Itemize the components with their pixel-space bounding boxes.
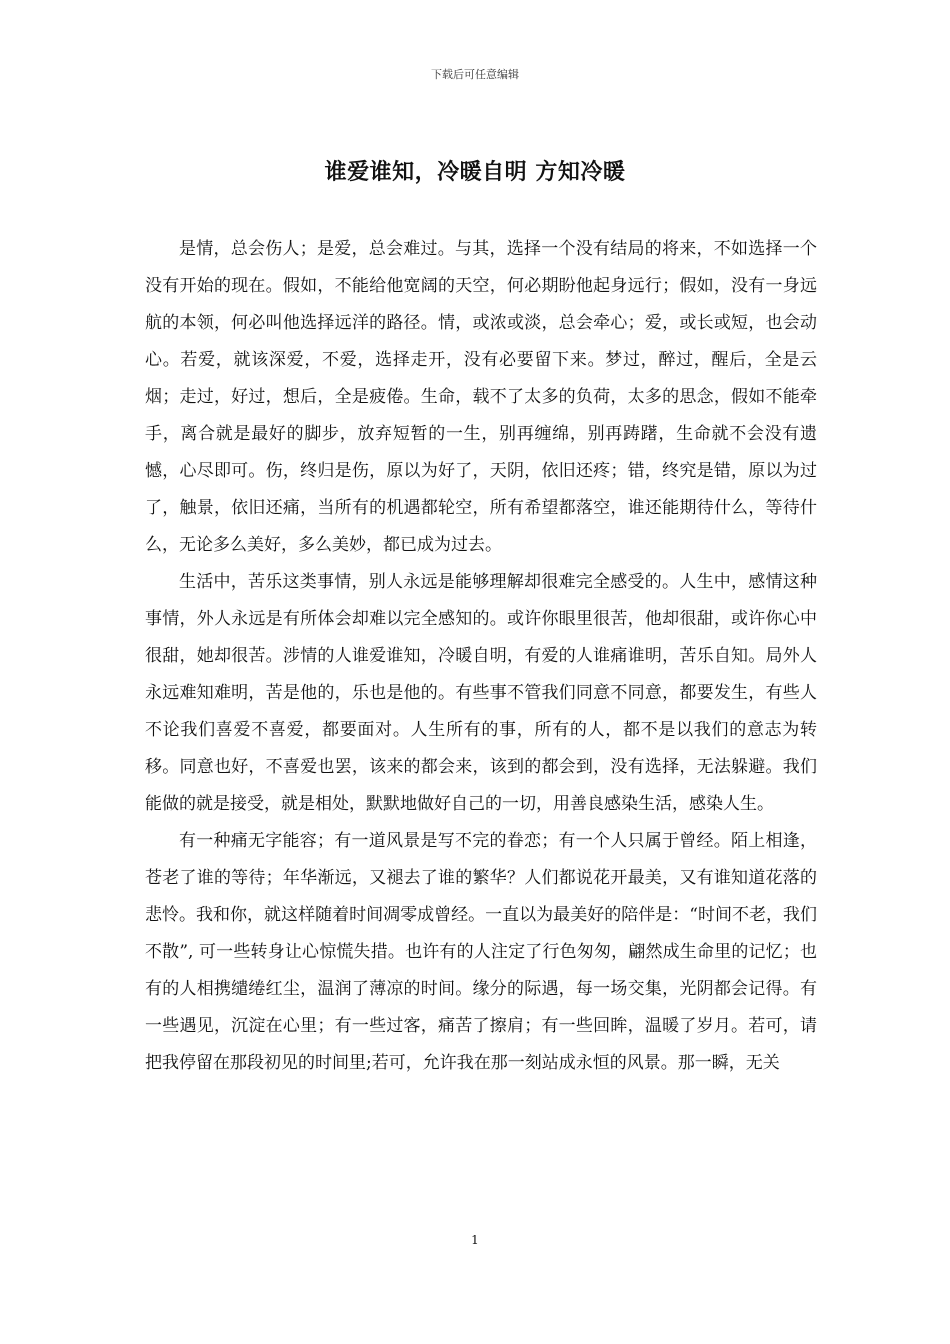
paragraph-2: 生活中，苦乐这类事情，别人永远是能够理解却很难完全感受的。人生中，感情这种事情，外人永远是有所体会却难以完全感知的。或许你眼里很苦，他却很甜，或许你心中很甜，她却很苦。涉情的人谁爱谁知，冷暖自明，有爱的人谁痛谁明，苦乐自知。局外人永远难知难明，苦是他的，乐也是他的。有些事不管我们同意不同意，都要发生，有些人不论我们喜爱不喜爱，都要面对。人生所有的事，所有的人，都不是以我们的意志为转移。同意也好，不喜爱也罢，该来的都会来，该到的都会到，没有选择，无法躲避。我们能做的就是接受，就是相处，默默地做好自己的一切，用善良感染生活，感染人生。	[145, 572, 817, 814]
document-title: 谁爱谁知，冷暖自明 方知冷暖	[324, 160, 626, 185]
paragraph-1: 是情，总会伤人；是爱，总会难过。与其，选择一个没有结局的将来，不如选择一个没有开始的现在。假如，不能给他宽阔的天空，何必期盼他起身远行；假如，没有一身远航的本领，何必叫他选择远洋的路径。情，或浓或淡，总会牵心；爱，或长或短，也会动心。若爱，就该深爱，不爱，选择走开，没有必要留下来。梦过，醉过，醒后，全是云烟；走过，好过，想后，全是疲倦。生命，载不了太多的负荷，太多的思念，假如不能牵手，离合就是最好的脚步，放弃短暂的一生，别再缠绵，别再踌躇，生命就不会没有遗憾，心尽即可。伤，终归是伤，原以为好了，天阴，依旧还疼；错，终究是错，原以为过了，触景，依旧还痛，当所有的机遇都轮空，所有希望都落空，谁还能期待什么，等待什么，无论多么美好，多么美妙，都已成为过去。	[145, 239, 817, 555]
page-header-note: 下载后可任意编辑	[431, 68, 519, 81]
document-body	[145, 231, 817, 1082]
page-number: 1	[471, 1233, 479, 1247]
paragraph-3: 有一种痛无字能容；有一道风景是写不完的眷恋；有一个人只属于曾经。陌上相逢，苍老了谁的等待；年华渐远，又褪去了谁的繁华？人们都说花开最美，又有谁知道花落的悲怜。我和你，就这样随着时间凋零成曾经。一直以为最美好的陪伴是：“时间不老，我们不散”, 可一些转身让心惊慌失措。也许有的人注定了行色匆匆，翩然成生命里的记忆；也有的人相携缱绻红尘，温润了薄凉的时间。缘分的际遇，每一场交集，光阴都会记得。有一些遇见，沉淀在心里；有一些过客，痛苦了擦肩；有一些回眸，温暖了岁月。若可，请把我停留在那段初见的时间里;若可，允许我在那一刻站成永恒的风景。那一瞬，无关	[145, 831, 817, 1073]
